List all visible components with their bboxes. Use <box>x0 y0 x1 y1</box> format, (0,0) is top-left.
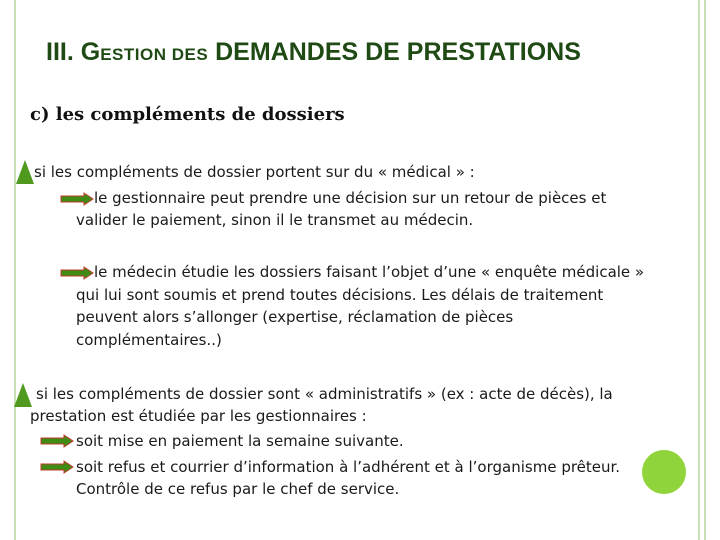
right-arrow-icon <box>40 460 74 474</box>
arrow-text-refus-line2: Contrôle de ce refus par le chef de service. <box>76 480 400 498</box>
arrow-text-medecin-line1: le médecin étudie les dossiers faisant l’objet d’une « enquête médicale » <box>94 263 645 281</box>
right-arrow-icon <box>60 266 94 280</box>
arrow-text-medecin-line3: peuvent alors s’allonger (expertise, réclamation de pièces <box>76 308 514 326</box>
slide-title: III. GESTION DES DEMANDES DE PRESTATIONS <box>46 38 581 66</box>
arrow-text-medecin-line2: qui lui sont soumis et prend toutes décisions. Les délais de traitement <box>76 286 604 304</box>
frame-line-left <box>14 0 16 540</box>
right-arrow-icon <box>40 434 74 448</box>
arrow-text-refus-line1: soit refus et courrier d’information à l’adhérent et à l’organisme prêteur. <box>76 458 621 476</box>
bullet-text-administratif-line2: prestation est étudiée par les gestionnaires : <box>30 407 367 425</box>
frame-line-right-inner <box>698 0 700 540</box>
bullet-text-administratif-line1: si les compléments de dossier sont « administratifs » (ex : acte de décès), la <box>36 385 613 403</box>
arrow-text-medecin-line4: complémentaires..) <box>76 331 222 349</box>
triangle-bullet-icon <box>16 160 34 184</box>
triangle-bullet-icon <box>14 383 32 407</box>
bullet-text-medical: si les compléments de dossier portent sur du « médical » : <box>34 163 475 181</box>
section-subtitle: c) les compléments de dossiers <box>30 104 345 125</box>
right-arrow-icon <box>60 192 94 206</box>
decorative-circle-icon <box>642 450 686 494</box>
frame-line-right-outer <box>704 0 706 540</box>
arrow-text-gestionnaire-line2: valider le paiement, sinon il le transmet au médecin. <box>76 211 474 229</box>
arrow-text-gestionnaire-line1: le gestionnaire peut prendre une décision sur un retour de pièces et <box>94 189 607 207</box>
arrow-text-paiement: soit mise en paiement la semaine suivante. <box>76 432 404 450</box>
